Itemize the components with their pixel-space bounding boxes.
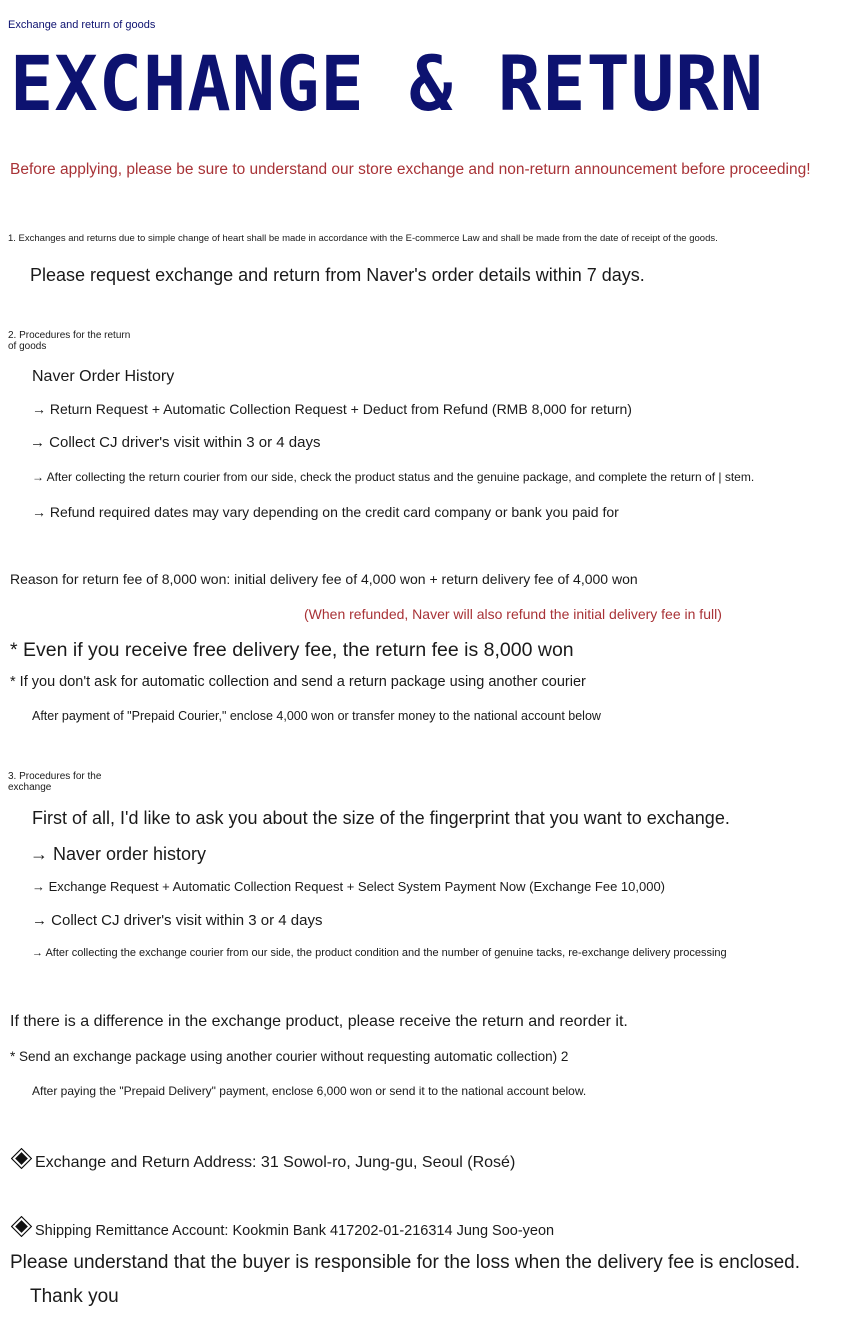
section2-step-4: → After collecting the return courier from our side, check the product status and the genuine package, and complete the return of | stem. (32, 470, 755, 484)
refund-note: (When refunded, Naver will also refund the initial delivery fee in full) (304, 606, 722, 622)
section3-step-2: → Naver order history (30, 844, 207, 864)
section2-step-2: → Return Request + Automatic Collection Request + Deduct from Refund (RMB 8,000 for return) (32, 401, 632, 417)
diamond-icon (11, 1216, 32, 1237)
section3-step-1: First of all, I'd like to ask you about the size of the fingerprint that you want to exchange. (32, 808, 730, 828)
section2-heading: 2. Procedures for the return of goods (8, 330, 131, 352)
return-prepaid-note: After payment of "Prepaid Courier," enclose 4,000 won or transfer money to the national account below (32, 709, 601, 723)
section3-heading: 3. Procedures for the exchange (8, 771, 102, 793)
section1-heading: 1. Exchanges and returns due to simple change of heart shall be made in accordance with the E-commerce Law and shall be made from the date of receipt of the goods. (8, 233, 718, 244)
section2-step-1: Naver Order History (32, 368, 175, 385)
section2-step-5: → Refund required dates may vary depending on the credit card company or bank you paid for (32, 504, 619, 520)
section3-step-5: → After collecting the exchange courier from our side, the product condition and the number of genuine tacks, re-exchange delivery processing (32, 947, 727, 959)
return-courier-note: * If you don't ask for automatic collection and send a return package using another courier (10, 674, 586, 690)
page-caption: Exchange and return of goods (8, 19, 156, 31)
notice-text: Before applying, please be sure to understand our store exchange and non-return announcement before proceeding! (10, 161, 811, 178)
exchange-courier-note: * Send an exchange package using another courier without requesting automatic collection) 2 (10, 1049, 569, 1064)
address-text: Exchange and Return Address: 31 Sowol-ro, Jung-gu, Seoul (Rosé) (35, 1154, 516, 1171)
page-title: EXCHANGE & RETURN (10, 39, 764, 128)
free-delivery-note: * Even if you receive free delivery fee, the return fee is 8,000 won (10, 639, 574, 661)
loss-note: Please understand that the buyer is responsible for the loss when the delivery fee is enclosed. (10, 1252, 801, 1273)
exchange-difference-note: If there is a difference in the exchange product, please receive the return and reorder it. (10, 1013, 628, 1030)
thank-you-text: Thank you (30, 1286, 119, 1307)
account-line (10, 1219, 554, 1239)
account-text: Shipping Remittance Account: Kookmin Bank 417202-01-216314 Jung Soo-yeon (35, 1223, 555, 1239)
section2-step-3: → Collect CJ driver's visit within 3 or 4 days (30, 434, 321, 451)
diamond-icon (11, 1148, 32, 1169)
return-fee-reason: Reason for return fee of 8,000 won: initial delivery fee of 4,000 won + return delivery fee of 4,000 won (10, 571, 638, 587)
exchange-prepaid-note: After paying the "Prepaid Delivery" payment, enclose 6,000 won or send it to the national account below. (32, 1084, 587, 1098)
section3-step-3: → Exchange Request + Automatic Collection Request + Select System Payment Now (Exchange Fee 10,000) (32, 879, 666, 894)
section1-body: Please request exchange and return from Naver's order details within 7 days. (30, 265, 645, 285)
address-line (10, 1151, 515, 1172)
section3-step-4: → Collect CJ driver's visit within 3 or 4 days (32, 912, 323, 929)
